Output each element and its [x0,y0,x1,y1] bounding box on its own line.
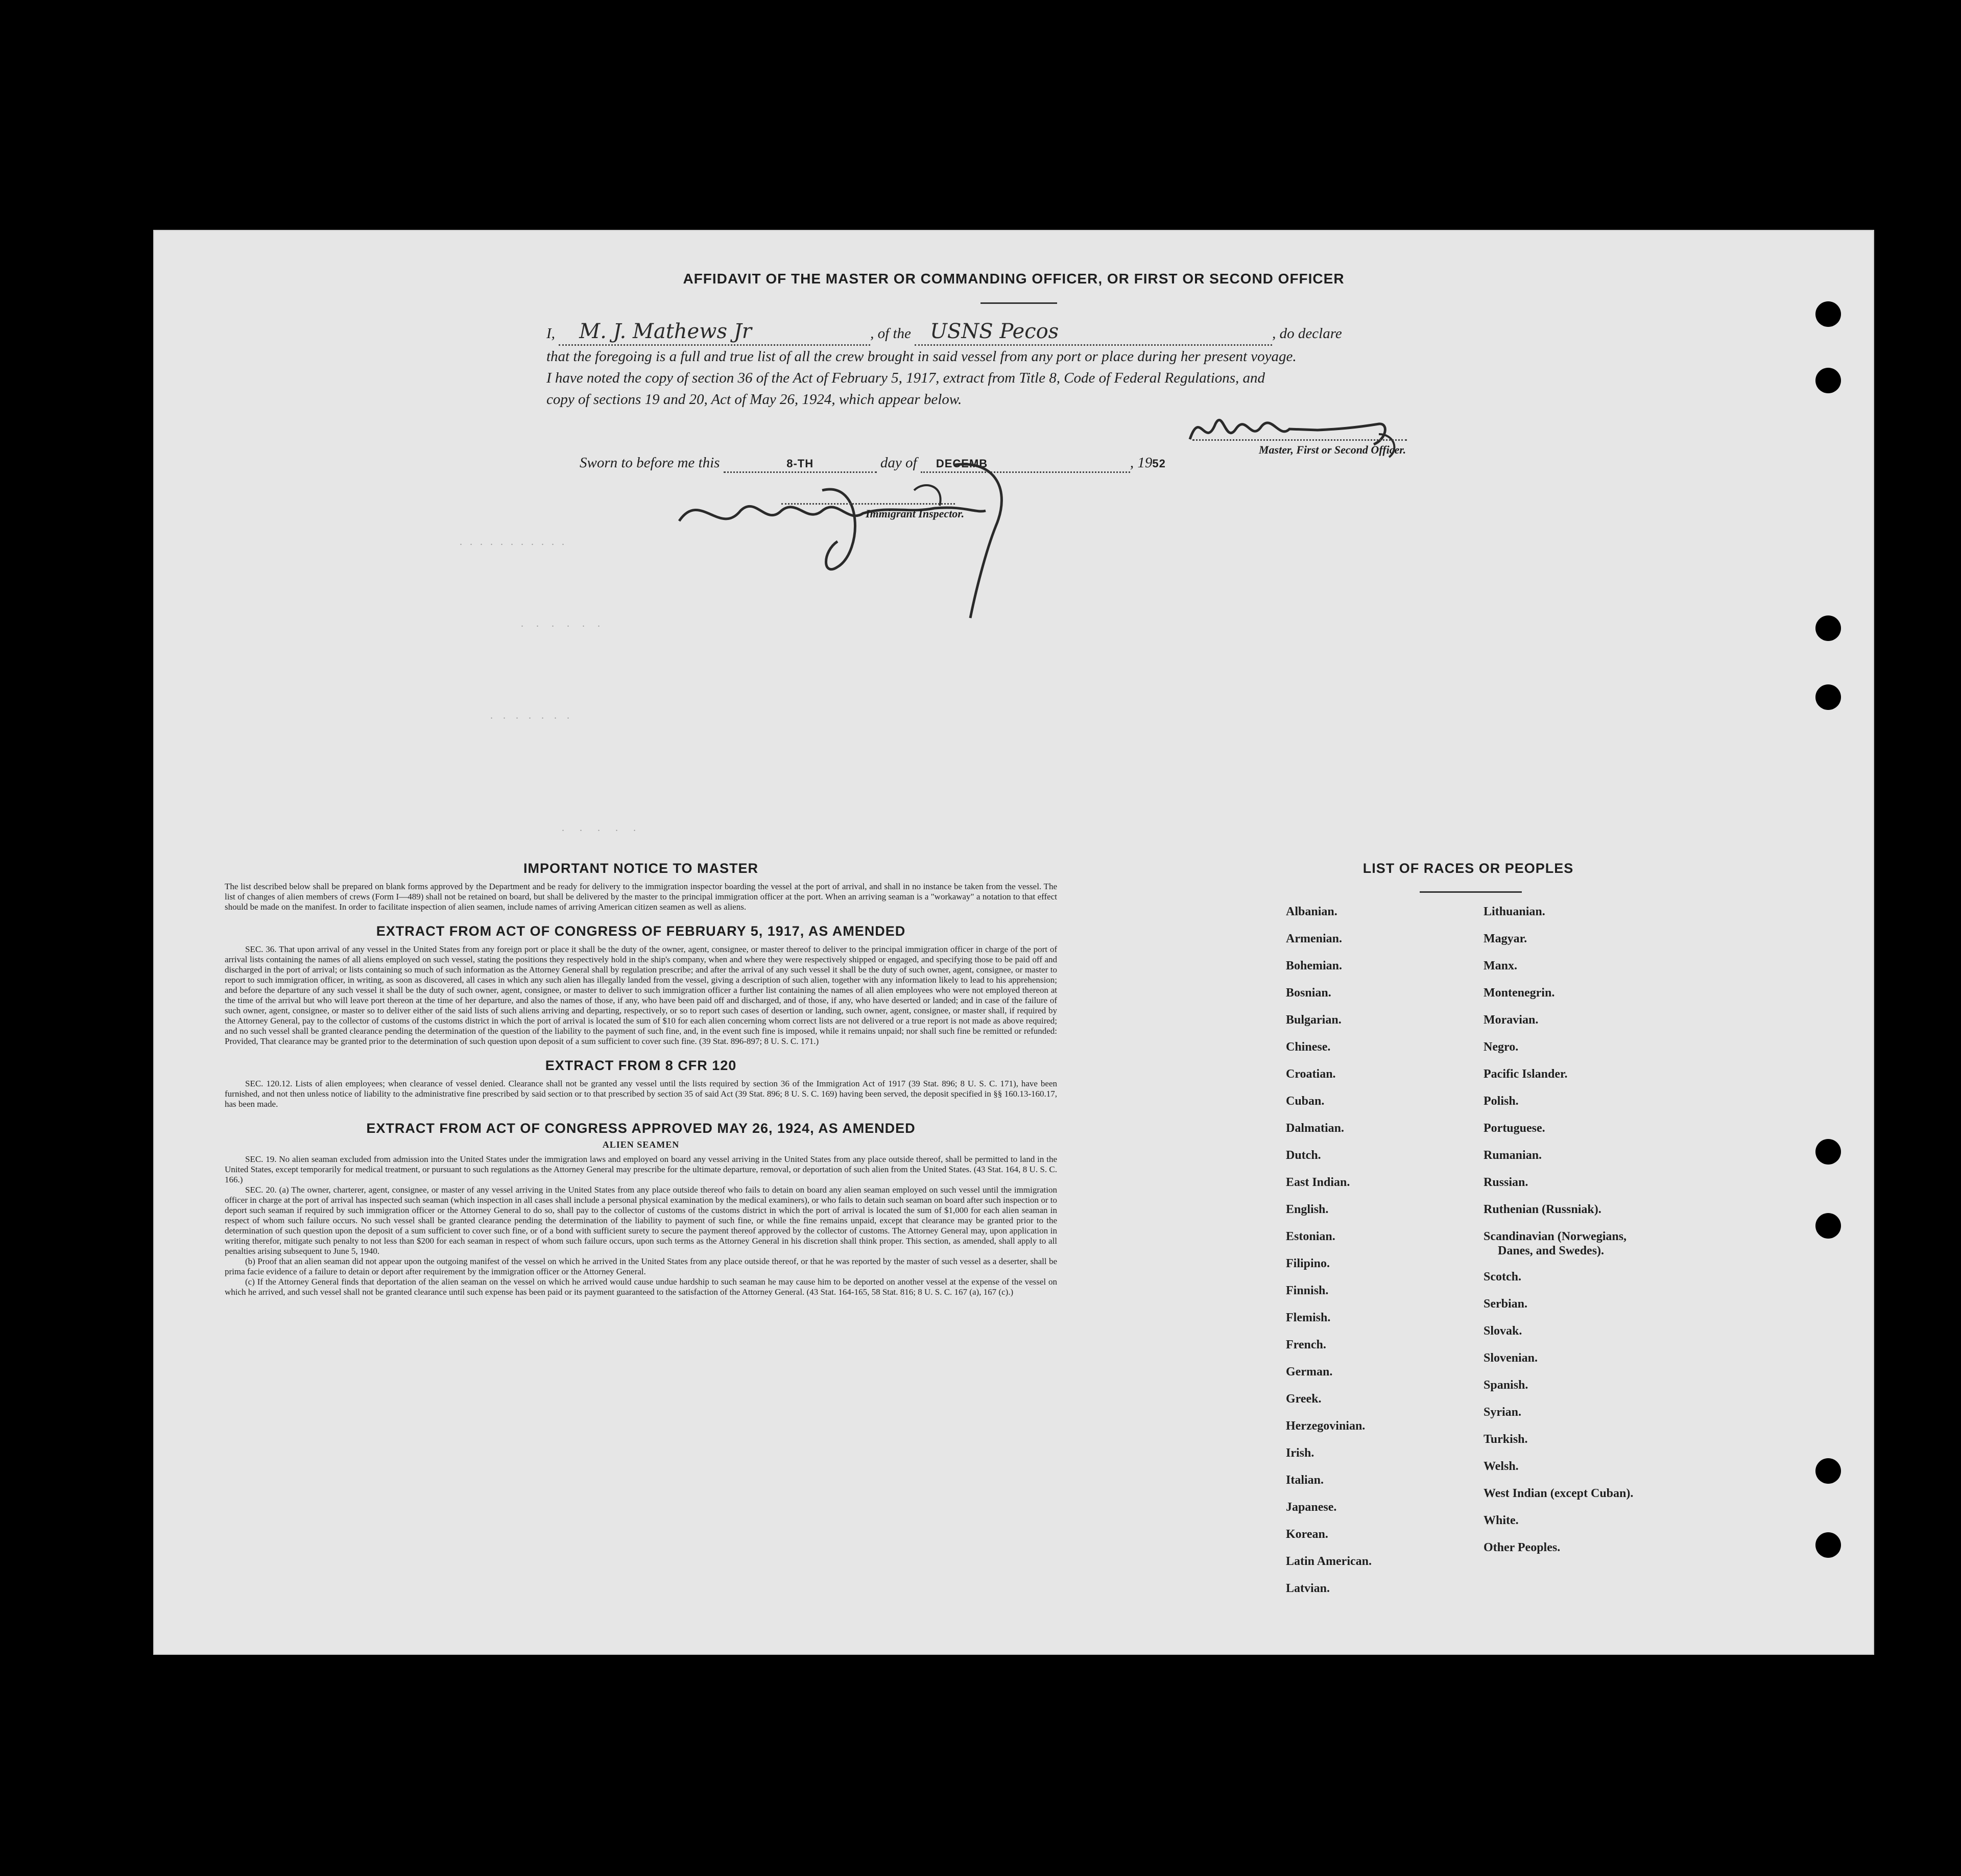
races-title: LIST OF RACES OR PEOPLES [1362,861,1574,876]
race-item: Dutch. [1286,1149,1321,1162]
punch-hole [1815,368,1841,393]
inspector-signature-line [781,503,955,505]
extract-1924-title: EXTRACT FROM ACT OF CONGRESS APPROVED MAY 26, 1924, AS AMENDED [366,1121,916,1136]
punch-hole [1815,615,1841,641]
year-stamp: 52 [1152,457,1166,470]
race-item: Polish. [1484,1095,1519,1108]
punch-hole [1815,1532,1841,1558]
race-item: Serbian. [1484,1297,1528,1311]
master-signature-line [1192,439,1407,441]
race-item: Slovak. [1484,1324,1522,1338]
race-item: Latin American. [1286,1555,1372,1568]
race-item: Portuguese. [1484,1122,1545,1135]
race-item: Scotch. [1484,1270,1521,1284]
race-item: Lithuanian. [1484,905,1545,918]
declaration-line-2: that the foregoing is a full and true list of all the crew brought in said vessel from any port or place during her present voyage. [546,348,1297,365]
race-item: German. [1286,1365,1333,1379]
race-item: Estonian. [1286,1230,1335,1243]
declaration-line-3: I have noted the copy of section 36 of the Act of February 5, 1917, extract from Title 8, Code of Federal Regulations, and [546,370,1265,386]
extract-cfr-title: EXTRACT FROM 8 CFR 120 [545,1058,737,1073]
races-title-underline [1420,891,1522,893]
master-caption: Master, First or Second Officer. [1259,443,1406,456]
race-item: English. [1286,1203,1329,1216]
race-item: East Indian. [1286,1176,1350,1189]
extract-1917-body: SEC. 36. That upon arrival of any vessel in the United States from any foreign port or place it shall be the duty of the owner, agent, consignee, or master thereof to deliver to the principal immigration officer in charge of the port of arrival lists containing the names of all aliens employed on such vessel, stating the positions they respectively hold in the ship's company, when and where they were respectively shipped or engaged, and specifying those to be paid off and discharged in the port of arrival; or lists containing so much of such information as the Attorney General shall by regulation prescribe; and after the arrival of any such vessel it shall be the duty of such owner, agent, consignee, or master to report to such immigration officer, in writing, as soon as discovered, all cases in which any such alien has illegally landed from the vessel, giving a description of such alien, together with any information likely to lead to his apprehension; and before the departure of any such vessel it shall be the duty of such owner, agent, consignee, or master to deliver to such immigration officer a further list containing the names of all alien employees who were not employed thereon at the time of the arrival but who will leave port thereon at the time of her departure, and also the names of those, if any, who have been paid off and discharged, and of those, if any, who have deserted or landed; and in case of the failure of such owner, agent, consignee, or master so to deliver either of the said lists of such aliens arriving and departing, respectively, or so to report such cases of desertion or landing, such owner, agent, consignee, or master shall, if required by the Attorney General, pay to the collector of customs of the customs district in which the port of arrival is located the sum of $10 for each alien concerning whom correct lists are not delivered or a true report is not made as above required; and no such vessel shall be granted clearance pending the determination of the question of the liability to the payment of such fine, and, in the event such fine is imposed, while it remains unpaid; nor shall such fine be remitted or refunded: Provided, That clearance may be granted prior to the determination of such question upon deposit of a sum sufficient to cover such fine. (39 Stat. 896-897; 8 U. S. C. 171.) [225,944,1057,1046]
race-item: Finnish. [1286,1284,1329,1297]
extract-1924-subtitle: ALIEN SEAMEN [602,1139,680,1150]
race-item: Manx. [1484,959,1517,972]
legal-column [225,861,1057,1297]
race-item: Japanese. [1286,1501,1337,1514]
race-item: White. [1484,1514,1519,1527]
document-page [153,230,1874,1655]
race-item: Albanian. [1286,905,1337,918]
race-item: Croatian. [1286,1067,1336,1081]
race-item: Greek. [1286,1392,1322,1406]
race-item: West Indian (except Cuban). [1484,1487,1634,1500]
punch-hole [1815,1213,1841,1239]
race-item: Cuban. [1286,1095,1325,1108]
sworn-prefix: Sworn to before me this [580,455,720,471]
race-item: Ruthenian (Russniak). [1484,1203,1601,1216]
race-item: Armenian. [1286,932,1342,945]
vessel-name-field [915,321,1272,346]
race-item: Dalmatian. [1286,1122,1344,1135]
race-item: Bulgarian. [1286,1013,1342,1027]
race-item: Magyar. [1484,932,1527,945]
race-item: Italian. [1286,1474,1324,1487]
inspector-caption: Immigrant Inspector. [866,507,965,520]
sec-20c-body: (c) If the Attorney General finds that deportation of the alien seaman on the vessel on which he arrived would cause undue hardship to such seaman he may cause him to be deported on another vessel at the expense of the vessel on which he arrived, and such vessel shall not be granted clearance until such expense has been paid or its payment guaranteed to the satisfaction of the Attorney General. (43 Stat. 164-165, 58 Stat. 816; 8 U. S. C. 167 (a), 167 (c).) [225,1277,1057,1297]
declaration-line [546,321,1670,346]
of-the-text: , of the [870,325,911,342]
notice-body: The list described below shall be prepared on blank forms approved by the Department and be ready for delivery to the immigration inspector boarding the vessel at the port of arrival, and shall in no instance be taken from the vessel. The list of changes of alien members of crews (Form I—489) shall not be retained on board, but shall be delivered by the master to the principal immigration officer at the port. When an arriving seaman is a "workaway" a notation to that effect should be made on the manifest. In order to facilitate inspection of alien seamen, include names of arriving American citizen seamen as well as aliens. [225,882,1057,912]
day-of-text: day of [880,455,917,471]
punch-hole [1815,1139,1841,1165]
extract-1917-title: EXTRACT FROM ACT OF CONGRESS OF FEBRUARY 5, 1917, AS AMENDED [376,923,906,939]
race-item: Other Peoples. [1484,1541,1561,1554]
officer-name-field [559,321,870,346]
race-item: Russian. [1484,1176,1528,1189]
race-item: Bohemian. [1286,959,1343,972]
race-item: Syrian. [1484,1406,1522,1419]
race-item: Turkish. [1484,1433,1528,1446]
declaration-line-4: copy of sections 19 and 20, Act of May 26, 1924, which appear below. [546,391,962,408]
race-item: Scandinavian (Norwegians, [1484,1230,1627,1243]
officer-name-handwritten: M. J. Mathews Jr [579,320,752,343]
race-item: Korean. [1286,1528,1328,1541]
race-item: Bosnian. [1286,986,1331,1000]
race-item: Spanish. [1484,1379,1528,1392]
race-item: Flemish. [1286,1311,1331,1324]
race-item: Pacific Islander. [1484,1067,1568,1081]
sworn-month-stamp: DECEMB [936,457,988,470]
punch-hole [1815,1458,1841,1484]
punch-hole [1815,301,1841,327]
race-item: Irish. [1286,1446,1314,1460]
race-item: Negro. [1484,1040,1519,1054]
sec-20a-body: SEC. 20. (a) The owner, charterer, agent, consignee, or master of any vessel arriving in the United States from any place outside thereof who fails to detain on board any alien seaman employed on such vessel until the immigration officer in charge at the port of arrival has inspected such seaman (which inspection in all cases shall include a personal physical examination by the medical examiners), or who fails to detain such seaman on board after such inspection or to deport such seaman if required by such immigration officer or the Attorney General to do so, shall pay to the collector of customs of the customs district in which the port of arrival is located the sum of $1,000 for each alien seaman in respect of whom such failure occurs. No such vessel shall be granted clearance pending the determination of the liability to payment of such fine, or while the fine remains unpaid, except that clearance may be granted prior to the determination of such question upon the deposit of a sum sufficient to cover such fine, or of a bond with sufficient surety to secure the payment thereof approved by the collector of customs. The Attorney General may, upon application in writing therefor, mitigate such penalty to not less than $200 for each seaman in respect of whom such failure occurs, upon such terms as the Attorney General in his discretion shall think proper. This section, as amended, shall apply to all penalties arising subsequent to June 5, 1940. [225,1185,1057,1256]
year-prefix: , 19 [1130,455,1153,471]
race-item: Rumanian. [1484,1149,1542,1162]
extract-cfr-body: SEC. 120.12. Lists of alien employees; when clearance of vessel denied. Clearance shall not be granted any vessel until the lists required by section 36 of the Immigration Act of 1917 (39 Stat. 896; 8 U. S. C. 171), have been furnished, and not then unless notice of liability to the administrative fine prescribed by said section or to that prescribed by section 35 of said Act (39 Stat. 896; 8 U. S. C. 169) having been served, the deposit specified in §§ 160.13-160.17, has been made. [225,1079,1057,1109]
race-item: Moravian. [1484,1013,1539,1027]
affidavit-statement [546,321,1670,410]
affidavit-title: AFFIDAVIT OF THE MASTER OR COMMANDING OFFICER, OR FIRST OR SECOND OFFICER [683,271,1345,287]
do-declare-text: , do declare [1272,325,1342,342]
race-item: Welsh. [1484,1460,1519,1473]
race-item: Filipino. [1286,1257,1330,1270]
sec-20b-body: (b) Proof that an alien seaman did not appear upon the outgoing manifest of the vessel on which he arrived in the United States from any place outside thereof, or that he was reported by the master of such vessel as a deserter, shall be prima facie evidence of a failure to detain or deport after requirement by the immigration officer or the Attorney General. [225,1256,1057,1276]
race-item: Montenegrin. [1484,986,1555,1000]
race-item: Danes, and Swedes). [1498,1244,1605,1257]
bleed-through-texture: . . . . . . . . . . . . . . . . . . . . . . . . . . . . . [460,536,636,834]
vessel-name-handwritten: USNS Pecos [930,320,1059,343]
sec-19-body: SEC. 19. No alien seaman excluded from admission into the United States under the immigration laws and employed on board any vessel arriving in the United States from any place outside thereof, shall be permitted to land in the United States, except temporarily for medical treatment, or pursuant to such regulations as the Attorney General may prescribe for the ultimate departure, removal, or deportation of such alien from the United States. (43 Stat. 164, 8 U. S. C. 166.) [225,1154,1057,1184]
race-item: French. [1286,1338,1326,1351]
punch-hole [1815,684,1841,710]
race-item: Chinese. [1286,1040,1331,1054]
declare-prefix: I, [546,325,555,342]
race-item: Latvian. [1286,1582,1330,1595]
sworn-day-stamp: 8-TH [786,457,814,470]
title-underline [980,302,1057,304]
notice-title: IMPORTANT NOTICE TO MASTER [523,861,758,876]
race-item: Slovenian. [1484,1351,1538,1365]
race-item: Herzegovinian. [1286,1419,1366,1433]
